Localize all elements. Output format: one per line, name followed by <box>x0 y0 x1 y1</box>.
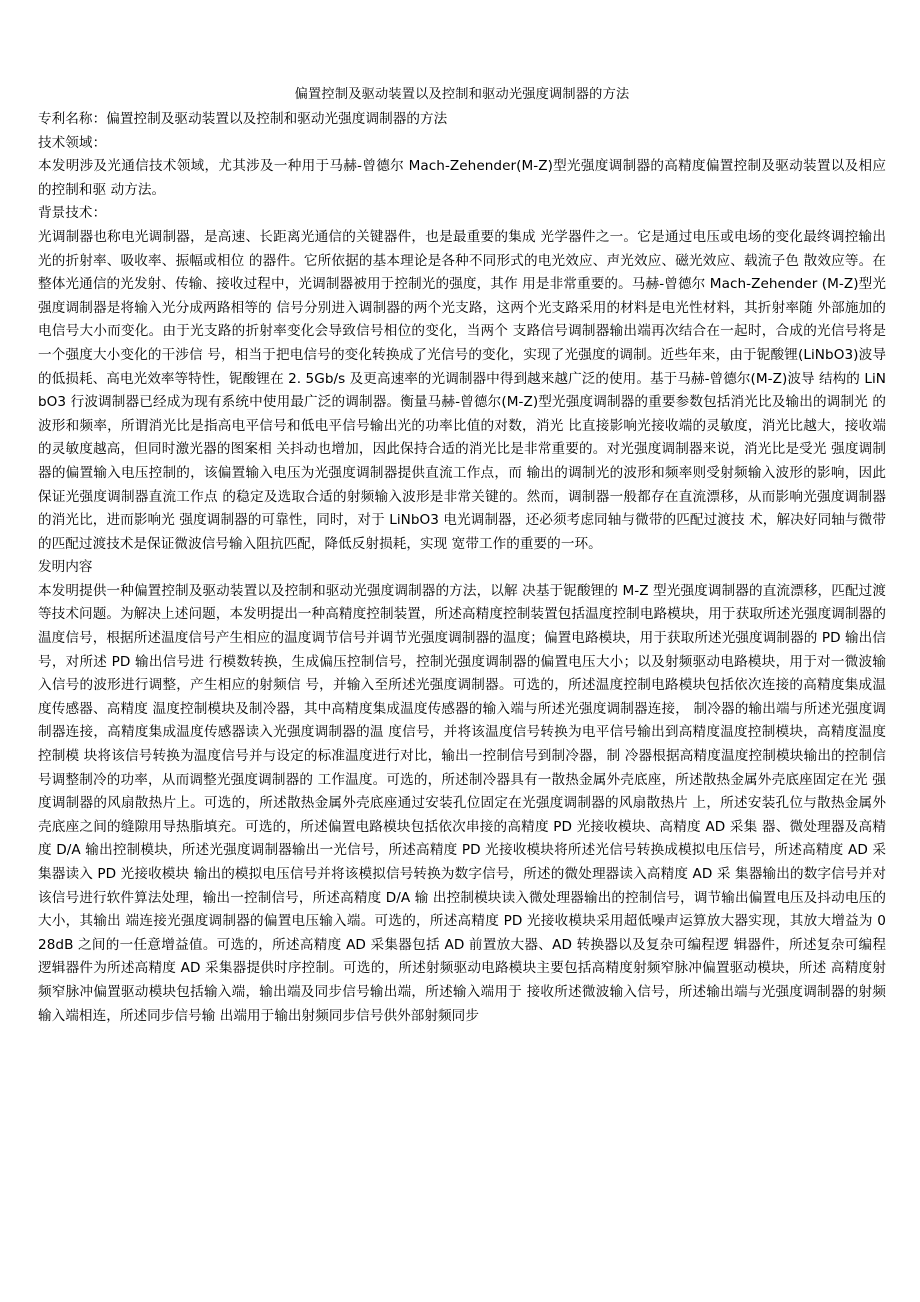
section-heading-background: 背景技术： <box>38 205 107 222</box>
section-heading-technical-field: 技术领域： <box>38 134 107 151</box>
document-body <box>38 84 886 1028</box>
section-heading-summary: 发明内容 <box>38 559 93 576</box>
paragraph-summary: 本发明提供一种偏置控制及驱动装置以及控制和驱动光强度调制器的方法，以解 决基于铌酸锂的 M-Z 型光强度调制器的直流漂移，匹配过渡等技术问题。为解决上述问题，本发明提出一种高精度控制装置，所述高精度控制装置包括温度控制电路模块，用于获取所述光强度调制器的温度信号，根据所述温度信号产生相应的温度调节信号并调节光强度调制器的温度；偏置电路模块，用于获取所述光强度调制器的 PD 输出信号，对所述 PD 输出信号进 行模数转换，生成偏压控制信号，控制光强度调制器的偏置电压大小；以及射频驱动电路模块，用于对一微波输入信号的波形进行调整，产生相应的射频信 号，并输入至所述光强度调制器。可选的，所述温度控制电路模块包括依次连接的高精度集成温度传感器、高精度 温度控制模块及制冷器，其中高精度集成温度传感器的输入端与所述光强度调制器连接， 制冷器的输出端与所述光强度调制器连接，高精度集成温度传感器读入光强度调制器的温 度信号，并将该温度信号转换为电平信号输出到高精度温度控制模块，高精度温度控制模 块将该信号转换为温度信号并与设定的标准温度进行对比，输出一控制信号到制冷器，制 冷器根据高精度温度控制模块输出的控制信号调整制冷的功率，从而调整光强度调制器的 工作温度。可选的，所述制冷器具有一散热金属外壳底座，所述散热金属外壳底座固定在光 强度调制器的风扇散热片上。可选的，所述散热金属外壳底座通过安装孔位固定在光强度调制器的风扇散热片 上，所述安装孔位与散热金属外壳底座之间的缝隙用导热脂填充。可选的，所述偏置电路模块包括依次串接的高精度 PD 光接收模块、高精度 AD 采集 器、微处理器及高精度 D/A 输出控制模块，所述光强度调制器输出一光信号，所述高精度 PD 光接收模块将所述光信号转换成模拟电压信号，所述高精度 AD 采集器读入 PD 光接收模块 输出的模拟电压信号并将该模拟信号转换为数字信号，所述的微处理器读入高精度 AD 采 集器输出的数字信号并对该信号进行软件算法处理，输出一控制信号，所述高精度 D/A 输 出控制模块读入微处理器输出的控制信号，调节输出偏置电压及抖动电压的大小，其输出 端连接光强度调制器的偏置电压输入端。可选的，所述高精度 PD 光接收模块采用超低噪声运算放大器实现，其放大增益为 0 28dB 之间的一任意增益值。可选的，所述高精度 AD 采集器包括 AD 前置放大器、AD 转换器以及复杂可编程逻 辑器件，所述复杂可编程逻辑器件为所述高精度 AD 采集器提供时序控制。可选的，所述射频驱动电路模块主要包括高精度射频窄脉冲偏置驱动模块，所述 高精度射频窄脉冲偏置驱动模块包括输入端，输出端及同步信号输出端，所述输入端用于 接收所述微波输入信号，所述输出端与光强度调制器的射频输入端相连，所述同步信号输 出端用于输出射频同步信号供外部射频同步 <box>38 582 886 1024</box>
patent-name-line: 专利名称：偏置控制及驱动装置以及控制和驱动光强度调制器的方法 <box>38 111 448 127</box>
paragraph-technical-field: 本发明涉及光通信技术领域，尤其涉及一种用于马赫-曾德尔 Mach-Zehender(M-Z)型光强度调制器的高精度偏置控制及驱动装置以及相应的控制和驱 动方法。 <box>38 158 886 198</box>
page-title: 偏置控制及驱动装置以及控制和驱动光强度调制器的方法 <box>294 87 630 102</box>
paragraph-background: 光调制器也称电光调制器，是高速、长距离光通信的关键器件，也是最重要的集成 光学器件之一。它是通过电压或电场的变化最终调控输出光的折射率、吸收率、振幅或相位 的器件。它所依据的基本理论是各种不同形式的电光效应、声光效应、磁光效应、载流子色 散效应等。在整体光通信的光发射、传输、接收过程中，光调制器被用于控制光的强度，其作 用是非常重要的。马赫-曾德尔 Mach-Zehender (M-Z)型光强度调制器是将输入光分成两路相等的 信号分别进入调制器的两个光支路，这两个光支路采用的材料是电光性材料，其折射率随 外部施加的电信号大小而变化。由于光支路的折射率变化会导致信号相位的变化，当两个 支路信号调制器输出端再次结合在一起时，合成的光信号将是一个强度大小变化的干涉信 号，相当于把电信号的变化转换成了光信号的变化，实现了光强度的调制。近些年来，由于铌酸锂(LiNbO3)波导的低损耗、高电光效率等特性，铌酸锂在 2. 5Gb/s 及更高速率的光调制器中得到越来越广泛的使用。基于马赫-曾德尔(M-Z)波导 结构的 LiNbO3 行波调制器已经成为现有系统中使用最广泛的调制器。衡量马赫-曾德尔(M-Z)型光强度调制器的重要参数包括消光比及输出的调制光 的波形和频率，所谓消光比是指高电平信号和低电平信号输出光的功率比值的对数，消光 比直接影响光接收端的灵敏度，消光比越大，接收端的灵敏度越高，但同时激光器的图案相 关抖动也增加，因此保持合适的消光比是非常重要的。对光强度调制器来说，消光比是受光 强度调制器的偏置输入电压控制的，该偏置输入电压为光强度调制器提供直流工作点，而 输出的调制光的波形和频率则受射频输入波形的影响，因此保证光强度调制器直流工作点 的稳定及选取合适的射频输入波形是非常关键的。然而，调制器一般都存在直流漂移，从而影响光强度调制器的消光比，进而影响光 强度调制器的可靠性，同时，对于 LiNbO3 电光调制器，还必须考虑同轴与微带的匹配过渡技 术，解决好同轴与微带的匹配过渡技术是保证微波信号输入阻抗匹配，降低反射损耗，实现 宽带工作的重要的一环。 <box>38 228 886 552</box>
